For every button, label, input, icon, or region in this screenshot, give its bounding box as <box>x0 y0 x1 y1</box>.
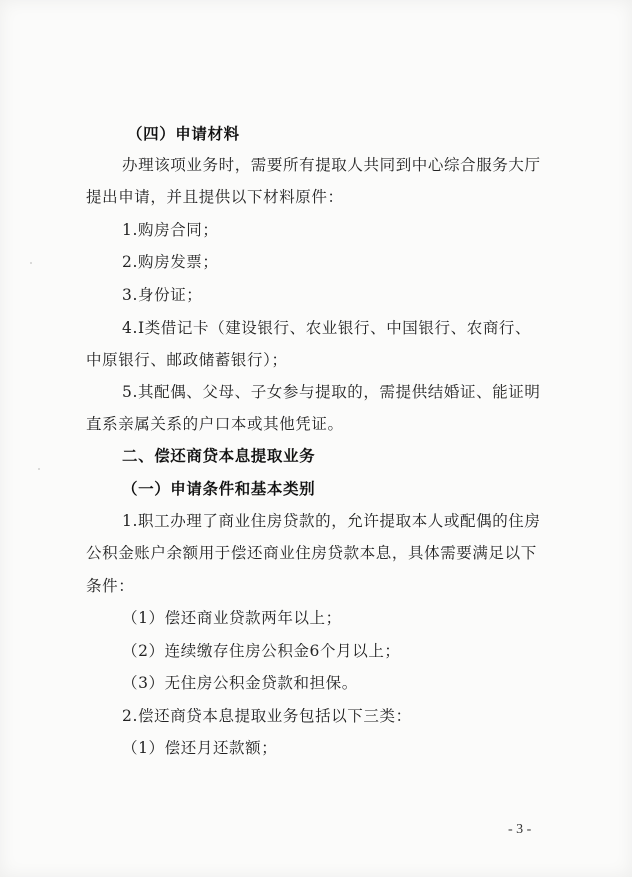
subsection-heading-conditions: （一）申请条件和基本类别 <box>122 480 316 498</box>
scan-speck <box>38 468 40 470</box>
list-item-relatives-cont: 直系亲属关系的户口本或其他凭证。 <box>86 415 344 433</box>
paragraph-line: 提出申请，并且提供以下材料原件： <box>86 188 344 206</box>
section-heading-repay-commercial-loan: 二、偿还商贷本息提取业务 <box>122 447 316 465</box>
category-item: （1）偿还月还款额； <box>122 739 278 757</box>
scan-speck <box>30 262 32 264</box>
list-item-relatives: 5.其配偶、父母、子女参与提取的，需提供结婚证、能证明 <box>122 383 541 401</box>
paragraph-line: 条件： <box>86 577 135 595</box>
section-heading-application-materials: （四）申请材料 <box>127 125 240 143</box>
list-item-debit-card: 4.I类借记卡（建设银行、农业银行、中国银行、农商行、 <box>122 319 532 337</box>
list-item-id-card: 3.身份证； <box>122 286 203 304</box>
condition-item: （2）连续缴存住房公积金6个月以上； <box>122 642 401 660</box>
list-item-debit-card-cont: 中原银行、邮政储蓄银行）； <box>86 351 288 369</box>
condition-item: （3）无住房公积金贷款和担保。 <box>122 674 358 692</box>
paragraph-line: 公积金账户余额用于偿还商业住房贷款本息，具体需要满足以下 <box>86 544 537 562</box>
condition-item: （1）偿还商业贷款两年以上； <box>122 609 342 627</box>
paragraph-line: 1.职工办理了商业住房贷款的，允许提取本人或配偶的住房 <box>122 512 541 530</box>
paragraph-line: 办理该项业务时，需要所有提取人共同到中心综合服务大厅 <box>122 156 541 174</box>
list-item-purchase-contract: 1.购房合同； <box>122 221 219 239</box>
list-item-purchase-invoice: 2.购房发票； <box>122 253 219 271</box>
page-number: - 3 - <box>508 822 532 837</box>
paragraph-line: 2.偿还商贷本息提取业务包括以下三类： <box>122 707 412 725</box>
